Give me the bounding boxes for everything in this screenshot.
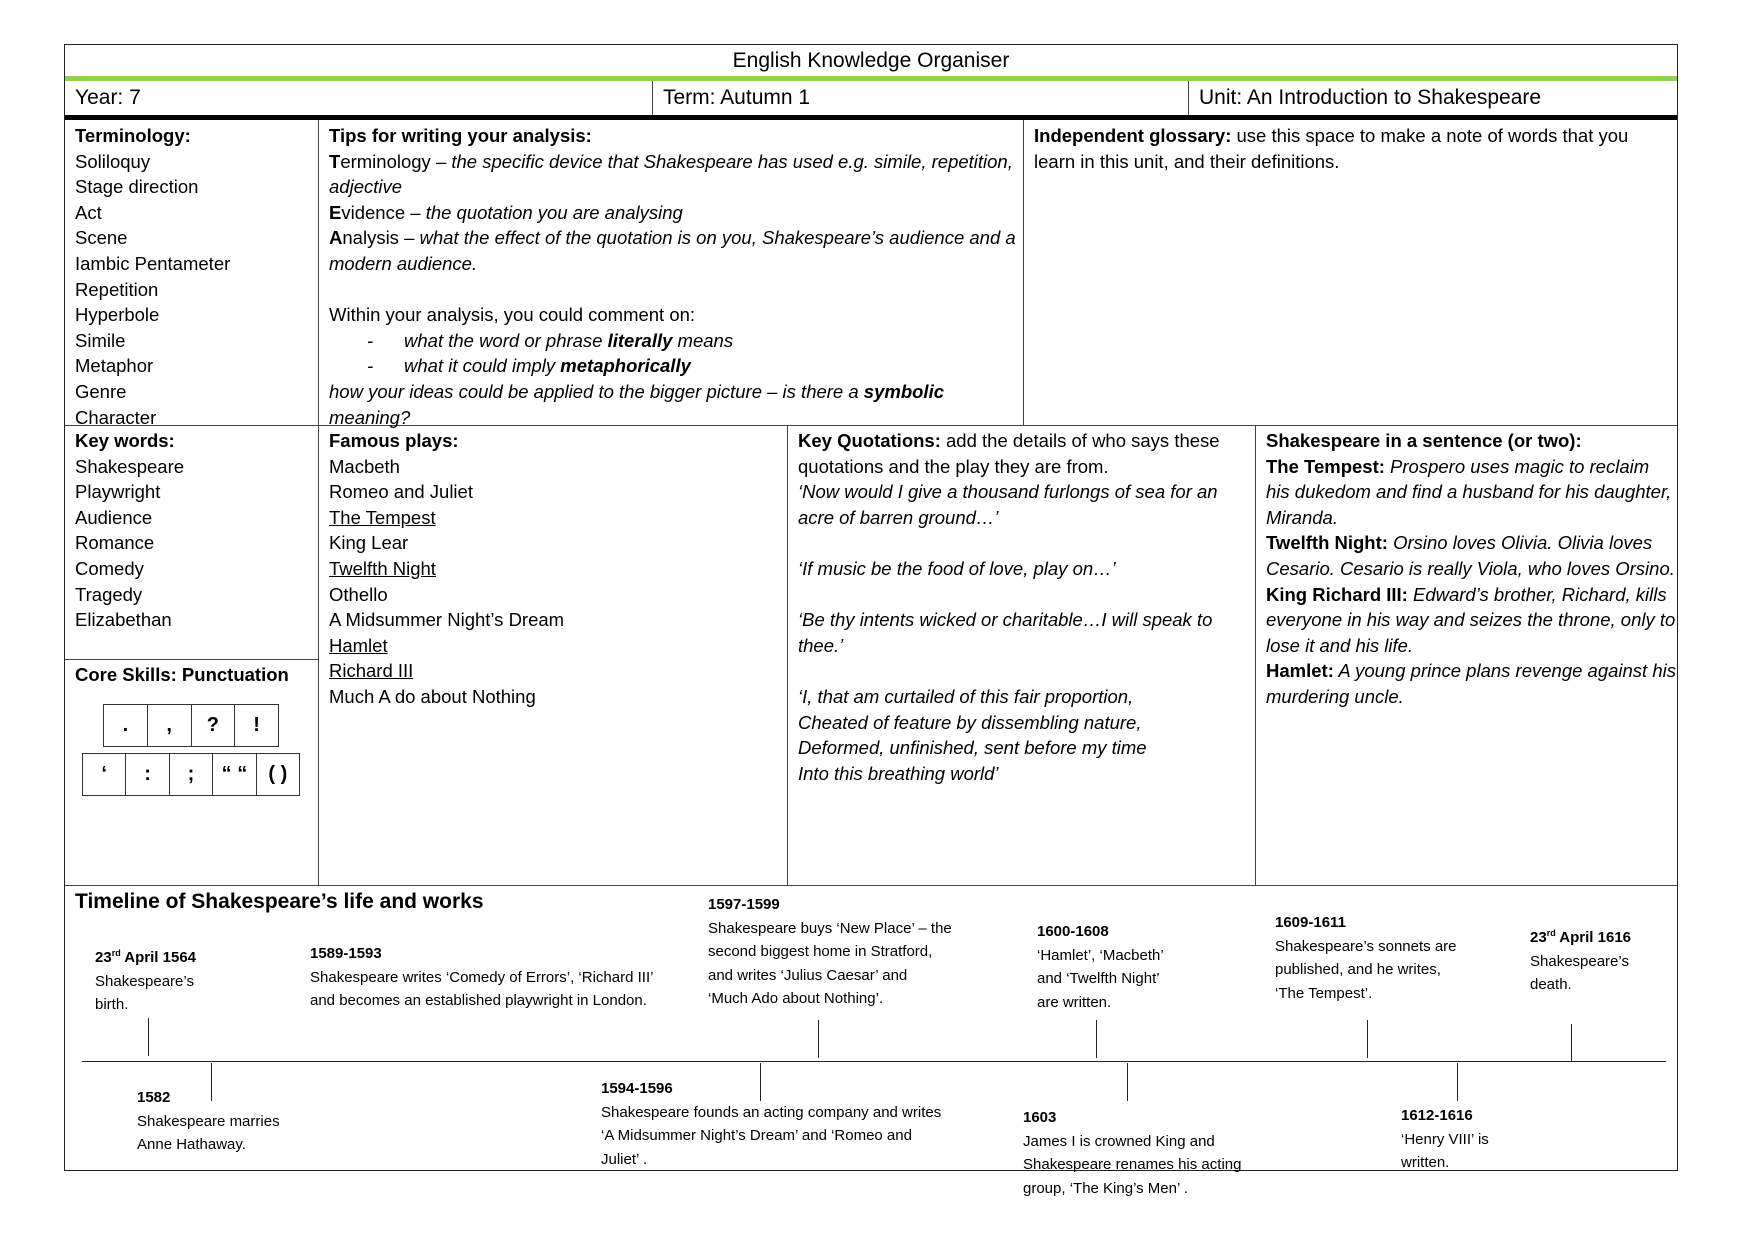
event-text: James I is crowned King and [1023, 1132, 1215, 1150]
info-row [65, 81, 1677, 115]
tips-bullet [329, 328, 1019, 354]
tips-last-text: meaning? [329, 406, 411, 428]
timeline-axis [82, 1061, 1666, 1062]
play-item: King Lear [329, 532, 409, 554]
event-text: Anne Hathaway. [137, 1136, 246, 1153]
quotations-intro [798, 428, 1248, 479]
quotation-line: Cheated of feature by dissembling nature, [798, 711, 1142, 733]
event-date: 1612-1616 [1401, 1107, 1473, 1124]
play-item: Much A do about Nothing [329, 685, 536, 707]
event-date: 1582 [137, 1089, 171, 1106]
tips-section [329, 123, 1019, 430]
timeline-event-1600 [1037, 920, 1164, 1014]
play-item: A Midsummer Night’s Dream [329, 609, 565, 631]
quotations-section [798, 428, 1248, 786]
event-date: 1603 [1023, 1109, 1057, 1126]
page-title: English Knowledge Organiser [732, 49, 1010, 72]
sentence-item [1266, 530, 1676, 581]
event-date: 1594-1596 [601, 1080, 673, 1097]
event-date [1530, 922, 1631, 950]
terminology-section [75, 123, 315, 430]
terminology-item: Scene [75, 227, 128, 249]
quotation: ‘If music be the food of love, play on…’ [798, 557, 1116, 579]
event-text: Shakespeare writes ‘Comedy of Errors’, ‘Richard III’ [310, 968, 654, 986]
timeline-tick [1457, 1063, 1458, 1101]
tips-letter: E [329, 201, 342, 223]
event-text: birth. [95, 996, 129, 1013]
event-text: Shakespeare’s [1530, 952, 1629, 970]
event-text: ‘Hamlet’, ‘Macbeth’ [1037, 946, 1164, 964]
keyword-item: Comedy [75, 557, 144, 579]
punctuation-exclamation-mark: ! [253, 714, 260, 736]
terminology-item: Stage direction [75, 176, 199, 198]
event-text: Shakespeare’s [95, 972, 194, 990]
timeline-tick [148, 1018, 149, 1056]
punctuation-row-2 [82, 753, 300, 796]
spacer [798, 658, 1248, 684]
quotations-intro-text: add the details of who says these quotations and the play they are from. [798, 430, 1220, 477]
play-item [329, 556, 779, 582]
event-text: are written. [1037, 993, 1112, 1011]
sentence-text: Orsino loves Olivia. Olivia loves Cesario. Cesario is really Viola, who loves Orsino. [1266, 532, 1675, 579]
terminology-item: Genre [75, 380, 127, 402]
term-cell: Term: Autumn 1 [652, 81, 1188, 115]
terminology-item: Simile [75, 329, 126, 351]
play-name: The Tempest [329, 506, 436, 528]
event-month-year: April 1564 [120, 949, 197, 966]
sentence-item [1266, 582, 1676, 659]
tips-desc: the quotation you are analysing [425, 201, 683, 223]
tips-desc: what the effect of the quotation is on you, Shakespeare’s audience and a modern audience. [329, 227, 1016, 274]
play-name: Twelfth Night [329, 557, 436, 579]
punctuation-apostrophe: ‘ [83, 754, 126, 795]
play-name: Hamlet [329, 634, 388, 656]
punctuation-question-mark: ? [192, 705, 236, 746]
tips-bullet-bold: metaphorically [560, 355, 691, 377]
terminology-item: Character [75, 406, 157, 428]
play-name: Richard III [329, 660, 414, 682]
event-ordinal: rd [1546, 928, 1556, 938]
tips-within: Within your analysis, you could comment on: [329, 304, 696, 326]
black-divider [65, 115, 1677, 120]
terminology-heading: Terminology: [75, 125, 191, 146]
event-text: published, and he writes, [1275, 961, 1441, 978]
event-text: ‘Henry VIII’ is [1401, 1130, 1489, 1148]
terminology-item: Act [75, 201, 102, 223]
tips-word: nalysis – [342, 227, 420, 249]
event-text: Shakespeare marries [137, 1112, 280, 1130]
grid-line [1023, 120, 1024, 425]
event-date: 1597-1599 [708, 896, 780, 913]
timeline-event-1612 [1401, 1104, 1489, 1175]
event-text: Juliet’ . [601, 1150, 648, 1168]
punctuation-brackets: ( ) [268, 763, 288, 785]
tips-word: erminology – [340, 150, 452, 172]
timeline-event-1616 [1530, 922, 1631, 997]
terminology-item: Iambic Pentameter [75, 252, 231, 274]
timeline-event-1564 [95, 942, 196, 1017]
event-date: 1609-1611 [1275, 914, 1346, 931]
timeline-event-1594 [601, 1077, 941, 1171]
quotation: ‘Now would I give a thousand furlongs of sea for an acre of barren ground…’ [798, 481, 1218, 528]
tips-heading: Tips for writing your analysis: [329, 125, 592, 146]
core-skills-section [75, 662, 315, 688]
event-text: Shakespeare buys ‘New Place’ – the [708, 919, 952, 937]
glossary-section [1034, 123, 1664, 174]
event-text: Shakespeare renames his acting [1023, 1156, 1242, 1173]
keyword-item: Elizabethan [75, 609, 172, 631]
sentence-text: A young prince plans revenge against his murdering uncle. [1266, 660, 1676, 707]
keyword-item: Shakespeare [75, 455, 185, 477]
sentence-text: Edward’s brother, Richard, kills everyone in his way and seizes the throne, only to lose it and his life. [1266, 583, 1676, 656]
event-text: Shakespeare founds an acting company and writes [601, 1103, 942, 1121]
tips-word: vidence – [341, 201, 426, 223]
spacer [798, 530, 1248, 556]
quotations-heading: Key Quotations: [798, 430, 941, 451]
timeline-event-1582 [137, 1086, 280, 1157]
event-text: group, ‘The King’s Men’ . [1023, 1179, 1189, 1197]
tips-desc: the specific device that Shakespeare has used e.g. simile, repetition, adjective [329, 150, 1013, 198]
play-item: Macbeth [329, 455, 400, 477]
tips-last-text: how your ideas could be applied to the bigger picture – is there a [329, 380, 864, 402]
quotation: ‘Be thy intents wicked or charitable…I will speak to thee.’ [798, 609, 1213, 656]
sentence-text: Prospero uses magic to reclaim his dukedom and find a husband for his daughter, Miranda. [1266, 455, 1672, 528]
play-item [329, 505, 779, 531]
timeline-heading: Timeline of Shakespeare’s life and works [75, 890, 484, 913]
timeline-event-1603 [1023, 1106, 1241, 1200]
play-item: Othello [329, 583, 388, 605]
terminology-item: Repetition [75, 278, 159, 300]
event-text: ‘A Midsummer Night’s Dream’ and ‘Romeo and [601, 1127, 912, 1144]
tips-evidence [329, 200, 1019, 226]
event-text: Shakespeare’s sonnets are [1275, 937, 1457, 955]
punctuation-comma: , [148, 705, 192, 746]
keyword-item: Romance [75, 532, 155, 554]
event-date: 1600-1608 [1037, 923, 1109, 940]
punctuation-colon: : [126, 754, 169, 795]
core-skills-heading: Core Skills: Punctuation [75, 664, 289, 685]
sentence-play: The Tempest: [1266, 455, 1385, 477]
sentence-play: Twelfth Night: [1266, 532, 1388, 554]
timeline-tick [1127, 1063, 1128, 1101]
quotation-line: ‘I, that am curtailed of this fair proportion, [798, 685, 1134, 707]
grid-line [1255, 425, 1256, 885]
punctuation-semicolon: ; [170, 754, 213, 795]
tips-terminology [329, 149, 1019, 200]
tips-letter: A [329, 227, 343, 249]
spacer [798, 582, 1248, 608]
event-text: and becomes an established playwright in London. [310, 992, 647, 1009]
punctuation-row-1 [103, 704, 279, 747]
tips-last-bold: symbolic [863, 380, 944, 402]
sentence-section [1266, 428, 1676, 710]
event-text: second biggest home in Stratford, [708, 943, 933, 960]
punctuation-quotation-marks: “ “ [213, 754, 256, 795]
play-item [329, 658, 779, 684]
tips-bullet-text: means [672, 329, 734, 351]
play-item [329, 633, 779, 659]
sentence-item [1266, 454, 1676, 531]
timeline-event-1609 [1275, 911, 1457, 1005]
timeline-tick [1571, 1024, 1572, 1062]
play-item: Romeo and Juliet [329, 481, 473, 503]
terminology-item: Soliloquy [75, 150, 151, 172]
keywords-heading: Key words: [75, 430, 175, 451]
event-text: and writes ‘Julius Caesar’ and [708, 966, 908, 984]
event-text: and ‘Twelfth Night’ [1037, 970, 1160, 987]
glossary-text [1034, 123, 1664, 174]
unit-cell: Unit: An Introduction to Shakespeare [1188, 81, 1678, 115]
quotation-line: Deformed, unfinished, sent before my time [798, 737, 1147, 759]
tips-bullet-text: what the word or phrase [404, 329, 608, 351]
keyword-item: Tragedy [75, 583, 143, 605]
keyword-item: Playwright [75, 481, 161, 503]
sentence-heading: Shakespeare in a sentence (or two): [1266, 430, 1582, 451]
timeline-tick [818, 1020, 819, 1058]
event-text: written. [1401, 1154, 1450, 1171]
tips-list [329, 328, 1019, 379]
grid-line [787, 425, 788, 885]
sentence-item [1266, 658, 1676, 709]
timeline-tick [1096, 1020, 1097, 1058]
year-cell: Year: 7 [75, 86, 141, 109]
timeline-event-1597 [708, 893, 952, 1011]
plays-heading: Famous plays: [329, 430, 459, 451]
glossary-desc: use this space to make a note of words that you learn in this unit, and their definitions. [1034, 125, 1629, 172]
punctuation-full-stop: . [104, 705, 148, 746]
plays-section [329, 428, 779, 710]
knowledge-organiser [64, 44, 1678, 1197]
spacer [329, 277, 1019, 303]
grid-line [318, 120, 319, 885]
event-day: 23 [95, 949, 112, 966]
keyword-item: Audience [75, 506, 153, 528]
timeline-tick [1367, 1020, 1368, 1058]
timeline-event-1589 [310, 942, 653, 1013]
terminology-item: Hyperbole [75, 304, 160, 326]
event-text: death. [1530, 976, 1572, 993]
grid-line [65, 659, 318, 660]
grid-line [65, 885, 1677, 886]
sentence-play: Hamlet: [1266, 660, 1334, 682]
event-ordinal: rd [111, 948, 121, 958]
event-date: 1589-1593 [310, 945, 382, 962]
glossary-heading: Independent glossary: [1034, 125, 1232, 146]
event-month-year: April 1616 [1555, 929, 1632, 946]
event-text: ‘The Tempest’. [1275, 984, 1373, 1002]
tips-letter: T [329, 150, 341, 172]
keywords-section [75, 428, 315, 633]
event-day: 23 [1530, 929, 1547, 946]
terminology-item: Metaphor [75, 355, 154, 377]
tips-bullet-bold: literally [607, 329, 673, 351]
event-text: ‘Much Ado about Nothing’. [708, 990, 884, 1007]
tips-bullet [329, 353, 1019, 379]
quotation-line: Into this breathing world’ [798, 762, 999, 784]
tips-last [329, 379, 1019, 430]
sentence-play: King Richard III: [1266, 583, 1408, 605]
tips-bullet-text: what it could imply [404, 355, 561, 377]
event-date [95, 942, 196, 970]
tips-analysis [329, 225, 1019, 276]
